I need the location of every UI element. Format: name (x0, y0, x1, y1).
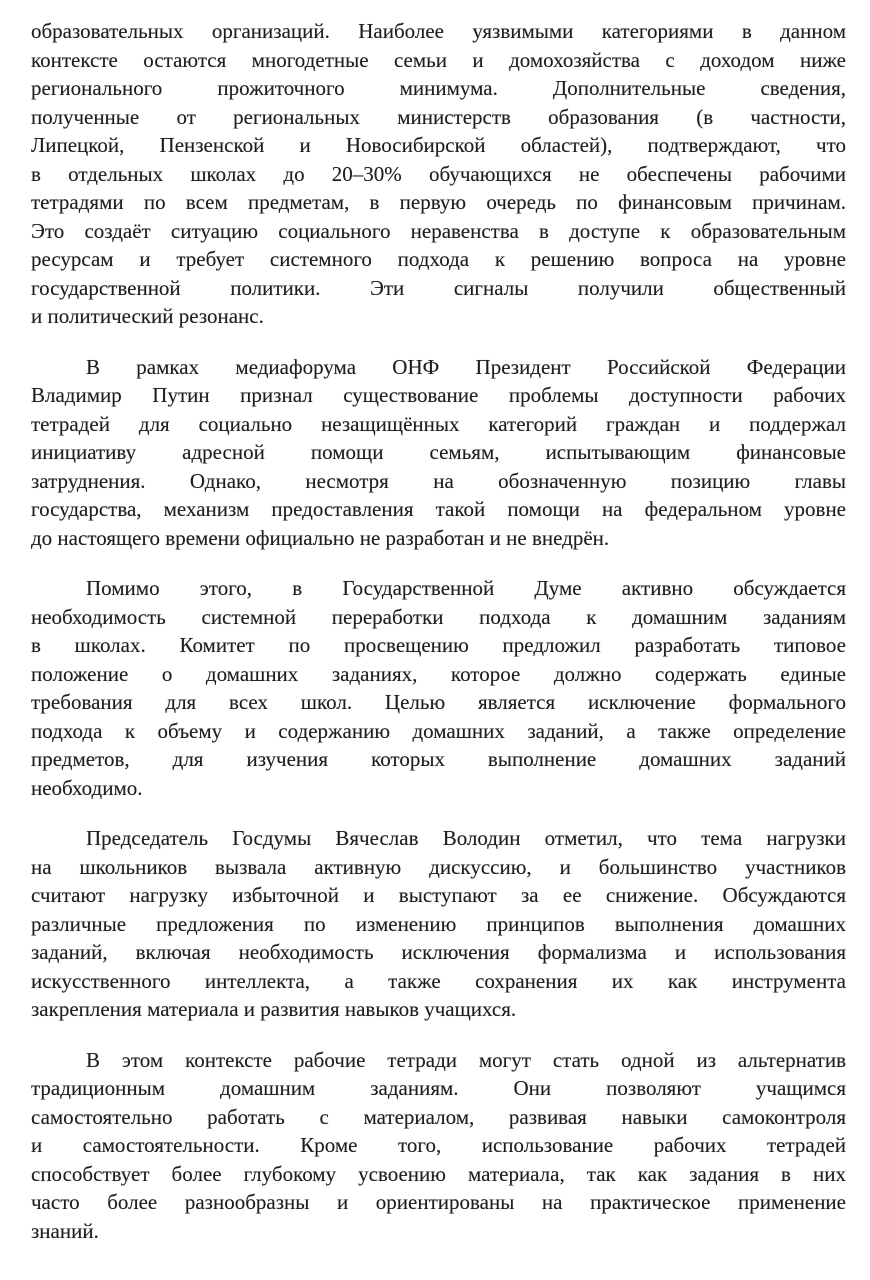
text-line: предметов, для изучения которых выполнение домашних заданий (31, 747, 846, 771)
text-line: и политический резонанс. (31, 304, 264, 328)
text-line: регионального прожиточного минимума. Дополнительные сведения, (31, 76, 846, 100)
paragraph (31, 17, 846, 331)
text-line: тетрадей для социально незащищённых категорий граждан и поддержал (31, 411, 846, 436)
text-line: положение о домашних заданиях, которое должно содержать единые (31, 661, 846, 686)
text-line: образовательных организаций. Наиболее уязвимыми категориями в данном (31, 19, 846, 43)
text-line: необходимо. (31, 775, 143, 800)
text-line: Это создаёт ситуацию социального неравенства в доступе к образовательным (31, 218, 846, 243)
text-line: на школьников вызвала активную дискуссию, и большинство участников (31, 854, 846, 879)
text-line: В рамках медиафорума ОНФ Президент Российской Федерации (86, 354, 846, 379)
text-line: различные предложения по изменению принципов выполнения домашних (31, 911, 846, 936)
text-line: Председатель Госдумы Вячеслав Володин отметил, что тема нагрузки (86, 826, 846, 850)
text-line: Владимир Путин признал существование проблемы доступности рабочих (31, 383, 846, 407)
text-line: заданий, включая необходимость исключения формализма и использования (31, 940, 846, 964)
text-line: контексте остаются многодетные семьи и домохозяйства с доходом ниже (31, 47, 846, 72)
paragraph (31, 824, 846, 1024)
paragraph (31, 574, 846, 802)
text-line: в школах. Комитет по просвещению предложил разработать типовое (31, 633, 846, 657)
text-line: государства, механизм предоставления такой помощи на федеральном уровне (31, 497, 846, 521)
text-line: необходимость системной переработки подхода к домашним заданиям (31, 604, 846, 629)
text-line: Помимо этого, в Государственной Думе активно обсуждается (86, 576, 846, 600)
paragraph (31, 1046, 846, 1246)
text-line: до настоящего времени официально не разработан и не внедрён. (31, 525, 610, 550)
text-line: и самостоятельности. Кроме того, использование рабочих тетрадей (31, 1133, 846, 1157)
paragraph (31, 353, 846, 553)
text-line: тетрадями по всем предметам, в первую очередь по финансовым причинам. (31, 190, 846, 214)
text-line: самостоятельно работать с материалом, развивая навыки самоконтроля (31, 1104, 846, 1129)
text-line: способствует более глубокому усвоению материала, так как задания в них (31, 1161, 846, 1186)
text-line: государственной политики. Эти сигналы получили общественный (31, 275, 846, 300)
text-line: инициативу адресной помощи семьям, испытывающим финансовые (31, 440, 846, 464)
text-line: традиционным домашним заданиям. Они позволяют учащимся (31, 1076, 846, 1100)
text-line: требования для всех школ. Целью является исключение формального (31, 690, 846, 714)
text-line: ресурсам и требует системного подхода к решению вопроса на уровне (31, 247, 846, 271)
text-line: подхода к объему и содержанию домашних заданий, а также определение (31, 718, 846, 743)
text-line: в отдельных школах до 20–30% обучающихся не обеспечены рабочими (31, 161, 846, 186)
text-line: Липецкой, Пензенской и Новосибирской областей), подтверждают, что (31, 133, 846, 157)
text-line: считают нагрузку избыточной и выступают за ее снижение. Обсуждаются (31, 883, 846, 907)
text-line: знаний. (31, 1218, 99, 1243)
text-line: затруднения. Однако, несмотря на обозначенную позицию главы (31, 468, 846, 493)
text-line: закрепления материала и развития навыков учащихся. (31, 997, 517, 1021)
text-line: часто более разнообразны и ориентированы на практическое применение (31, 1190, 846, 1214)
text-line: В этом контексте рабочие тетради могут стать одной из альтернатив (86, 1047, 846, 1072)
text-line: полученные от региональных министерств образования (в частности, (31, 104, 846, 129)
text-line: искусственного интеллекта, а также сохранения их как инструмента (31, 968, 846, 993)
